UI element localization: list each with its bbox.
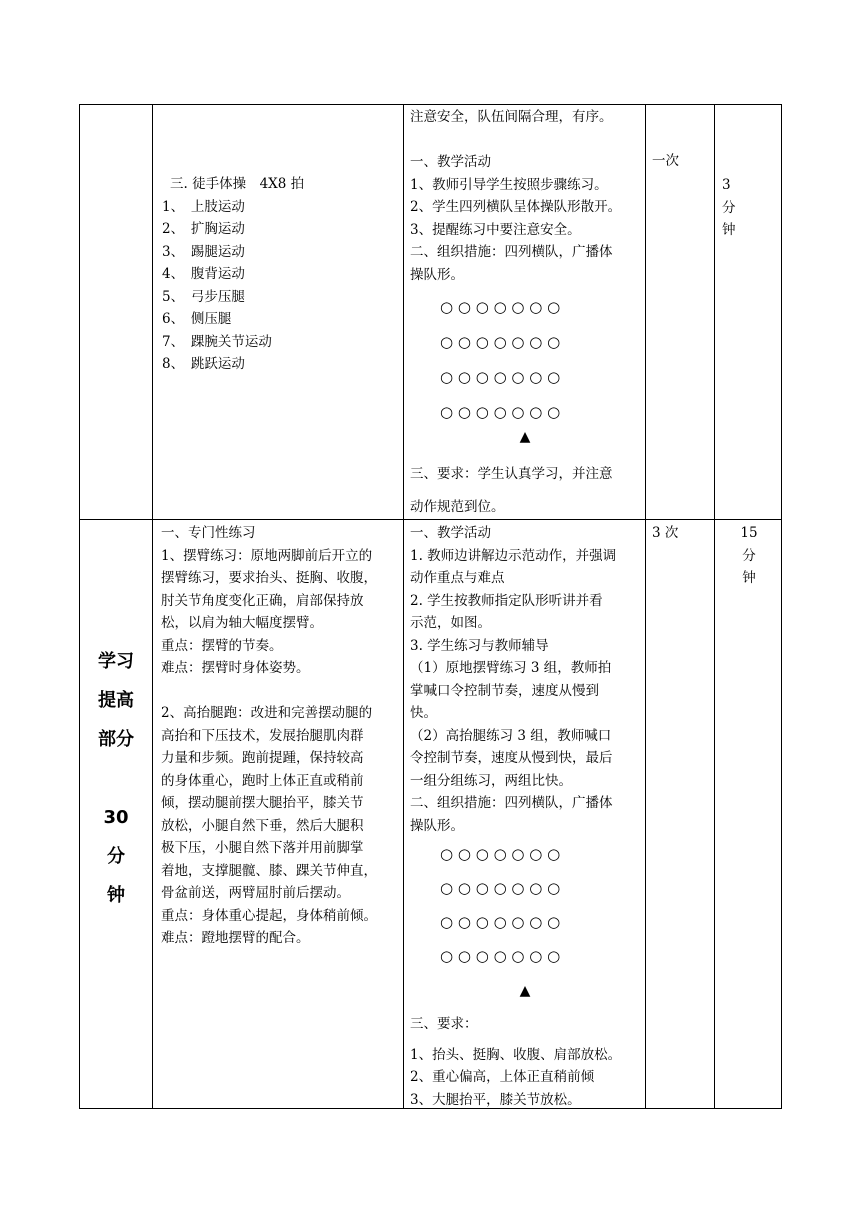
content-line: 高抬和下压技术，发展抬腿肌肉群 [161, 727, 364, 744]
method-line: 1. 教师边讲解边示范动作，并强调 [410, 547, 617, 564]
content-line: 松，以肩为轴大幅度摆臂。 [161, 615, 323, 631]
method-line: 令控制节奏，速度从慢到快，最后 [410, 750, 613, 766]
row2-requirements [410, 1013, 644, 1111]
requirement-line: 动作规范到位。 [410, 499, 505, 515]
section-label [80, 642, 152, 915]
method-line: 3. 学生练习与教师辅导 [410, 637, 549, 654]
method-line: 1、教师引导学生按照步骤练习。 [410, 176, 608, 193]
method-line: 二、组织措施：四列横队，广播体 [410, 244, 613, 260]
column-divider-1 [152, 104, 153, 1109]
method-line: 一、教学活动 [410, 154, 491, 170]
formation-row: ○ ○ ○ ○ ○ ○ ○ [440, 368, 561, 386]
row1-formation [440, 290, 620, 430]
count-value: 一次 [652, 153, 679, 169]
time-unit: 分 [742, 547, 756, 564]
method-line: 注意安全，队伍间隔合理，有序。 [410, 109, 613, 125]
row2-teacher-mark [505, 980, 545, 1003]
method-line: 快。 [410, 705, 437, 721]
content-line: 重点：摆臂的节奏。 [161, 637, 283, 654]
content-line: 2、 扩胸运动 [162, 221, 245, 237]
blank-line [410, 1036, 644, 1044]
content-line: 难点：蹬地摆臂的配合。 [161, 930, 310, 946]
section-line: 提高 [98, 690, 134, 711]
time-value: 15 [740, 525, 758, 541]
content-line: 4、 腹背运动 [162, 266, 245, 282]
method-line: 掌喊口令控制节奏，速度从慢到 [410, 682, 599, 699]
teacher-triangle-icon: ▲ [519, 429, 531, 445]
row2-count-cell [652, 522, 712, 545]
content-line: 难点：摆臂时身体姿势。 [161, 660, 310, 676]
requirement-line: 三、要求：学生认真学习，并注意 [410, 466, 613, 482]
requirement-title: 三、要求： [410, 1016, 478, 1032]
method-line: （1）原地摆臂练习 3 组，教师拍 [410, 660, 612, 676]
content-line: 2、高抬腿跑：改进和完善摆动腿的 [161, 705, 373, 721]
row2-formation [440, 837, 620, 973]
content-line: 着地，支撑腿髋、膝、踝关节伸直， [161, 862, 377, 879]
table-left-border [79, 104, 80, 1109]
requirement-line: 2、重心偏高，上体正直稍前倾 [410, 1069, 595, 1085]
table-top-border [79, 104, 782, 105]
method-line: 2、学生四列横队呈体操队形散开。 [410, 199, 622, 215]
content-line: 8、 跳跃运动 [162, 356, 245, 372]
content-line: 7、 踝腕关节运动 [162, 333, 272, 350]
content-line: 三. 徒手体操 4X8 拍 [170, 176, 305, 192]
blank-line [161, 680, 401, 703]
column-divider-2 [403, 104, 404, 1109]
content-line: 肘关节角度变化正确，肩部保持放 [161, 592, 364, 609]
formation-row: ○ ○ ○ ○ ○ ○ ○ [440, 333, 561, 351]
method-line: 一、教学活动 [410, 525, 491, 541]
content-line: 力量和步频。跑前提踵，保持较高 [161, 750, 364, 766]
row1-requirements [410, 458, 644, 524]
requirement-line: 1、抬头、挺胸、收腹、肩部放松。 [410, 1046, 622, 1063]
column-divider-3 [645, 104, 646, 1109]
content-line: 的身体重心，跑时上体正直或稍前 [161, 772, 364, 789]
content-line: 倾，摆动腿前摆大腿抬平，膝关节 [161, 795, 364, 811]
row2-method-cell [410, 522, 644, 837]
method-line: （2）高抬腿练习 3 组，教师喊口 [410, 727, 612, 744]
section-line [80, 759, 152, 798]
row1-method-cell [410, 106, 644, 286]
content-line: 1、 上肢运动 [162, 198, 245, 215]
time-unit: 钟 [722, 222, 736, 238]
row1-time-cell [722, 174, 752, 242]
blank-line [410, 129, 644, 152]
formation-row: ○ ○ ○ ○ ○ ○ ○ [440, 947, 561, 965]
time-value: 3 [722, 177, 731, 193]
row1-count-cell [652, 150, 712, 173]
method-line: 操队形。 [410, 817, 464, 834]
count-value: 3 次 [652, 525, 679, 541]
content-line: 摆臂练习，要求抬头、挺胸、收腹， [161, 570, 377, 586]
formation-row: ○ ○ ○ ○ ○ ○ ○ [440, 913, 561, 931]
formation-row: ○ ○ ○ ○ ○ ○ ○ [440, 298, 561, 316]
content-line: 5、 弓步压腿 [162, 288, 245, 305]
method-line: 3、提醒练习中要注意安全。 [410, 221, 581, 238]
content-line: 一、专门性练习 [161, 525, 256, 541]
section-line: 钟 [107, 885, 125, 906]
method-line: 动作重点与难点 [410, 570, 505, 586]
teacher-triangle-icon: ▲ [519, 983, 531, 999]
formation-row: ○ ○ ○ ○ ○ ○ ○ [440, 845, 561, 863]
content-line: 6、 侧压腿 [162, 311, 232, 327]
formation-row: ○ ○ ○ ○ ○ ○ ○ [440, 879, 561, 897]
row1-teacher-mark [505, 426, 545, 449]
method-line: 示范，如图。 [410, 615, 491, 631]
row2-time-cell [734, 522, 764, 590]
section-line: 部分 [98, 729, 134, 750]
content-line: 重点：身体重心提起，身体稍前倾。 [161, 907, 377, 924]
method-line: 一组分组练习，两组比快。 [410, 772, 572, 789]
content-line: 3、 踢腿运动 [162, 243, 245, 260]
column-divider-4 [714, 104, 715, 1109]
row1-content-cell [162, 173, 400, 376]
method-line: 二、组织措施：四列横队，广播体 [410, 795, 613, 811]
method-line: 2. 学生按教师指定队形听讲并看 [410, 592, 603, 609]
content-line: 放松，小腿自然下垂，然后大腿积 [161, 817, 364, 834]
table-right-border [781, 104, 782, 1109]
section-line: 分 [107, 846, 125, 867]
time-unit: 钟 [742, 570, 756, 586]
requirement-line: 3、大腿抬平，膝关节放松。 [410, 1091, 581, 1108]
section-line: 学习 [98, 651, 134, 672]
method-line: 操队形。 [410, 266, 464, 283]
time-unit: 分 [722, 199, 736, 216]
content-line: 1、摆臂练习：原地两脚前后开立的 [161, 547, 373, 564]
section-line: 30 [103, 807, 129, 828]
content-line: 骨盆前送，两臂屈肘前后摆动。 [161, 885, 350, 901]
content-line: 极下压，小腿自然下落并用前脚掌 [161, 840, 364, 856]
row2-content-cell [161, 522, 401, 950]
formation-row: ○ ○ ○ ○ ○ ○ ○ [440, 403, 561, 421]
